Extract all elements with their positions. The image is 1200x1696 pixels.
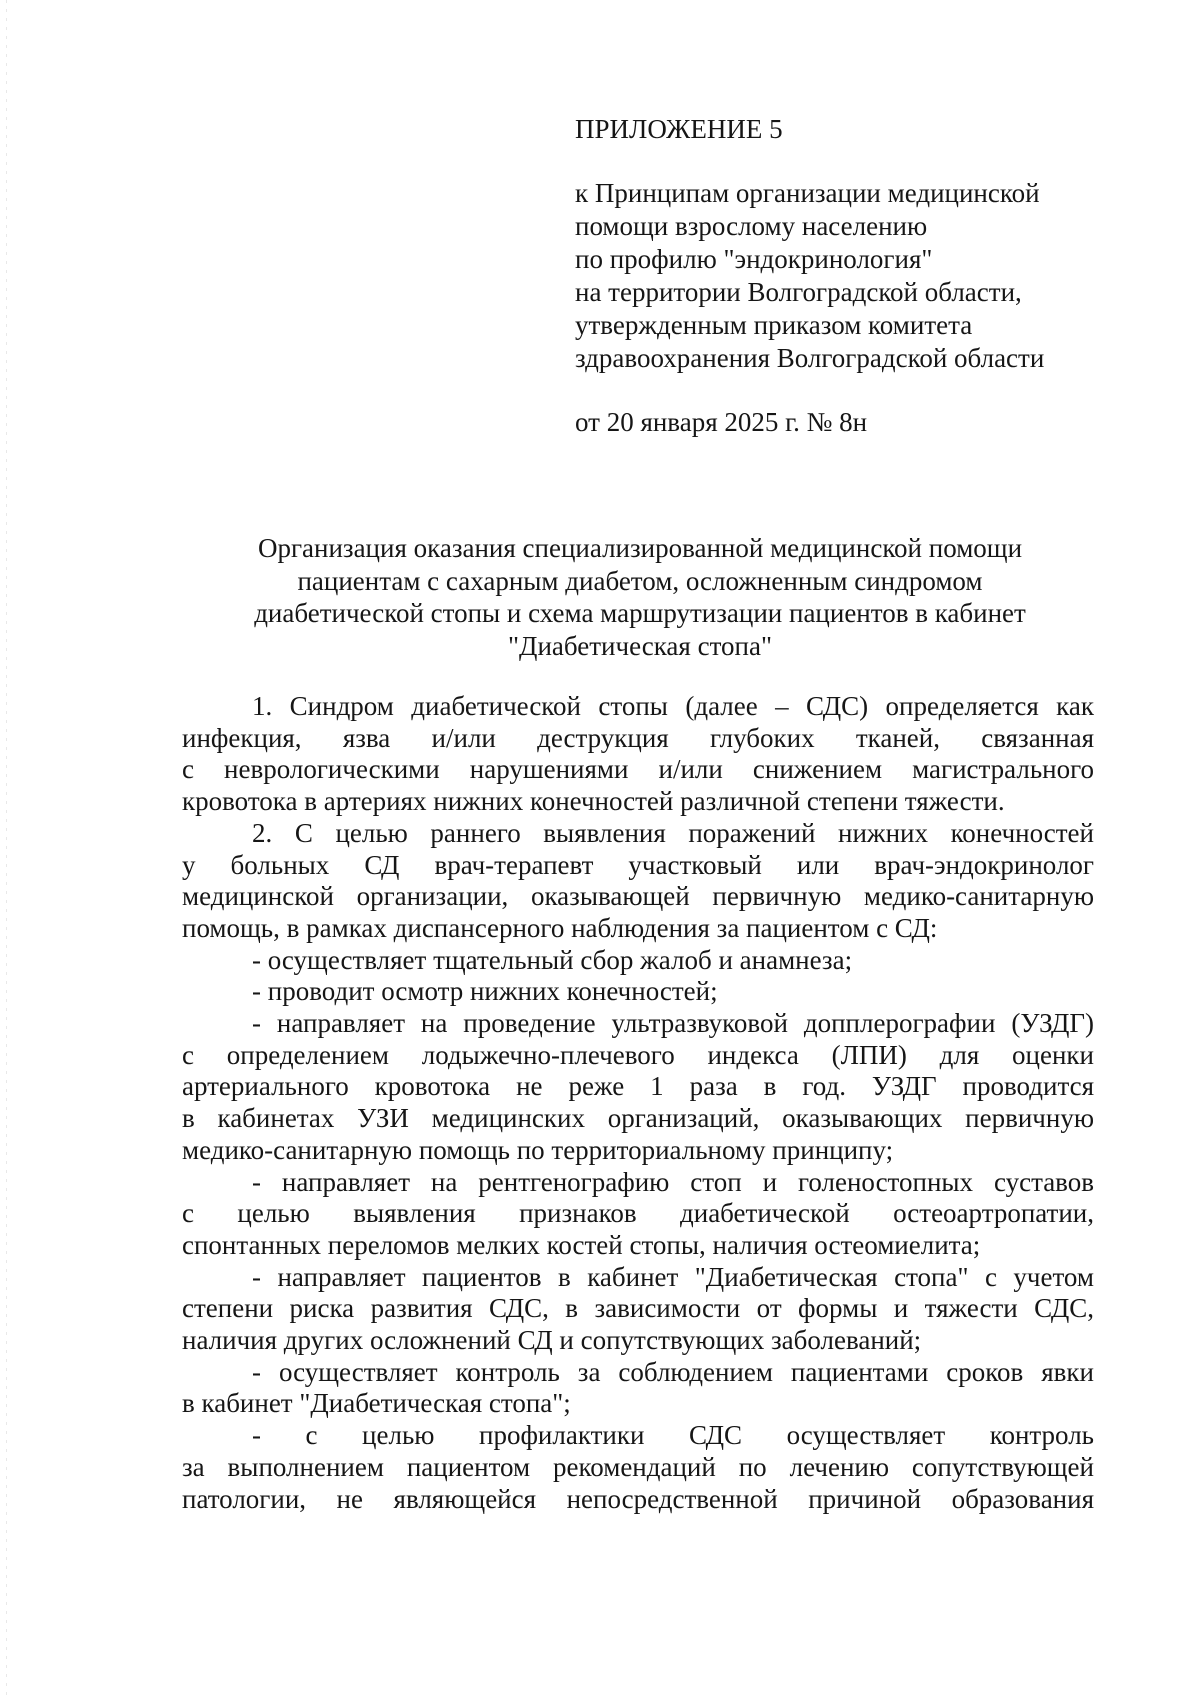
- text-line: за выполнением пациентом рекомендаций по лечению сопутствующей: [182, 1451, 1094, 1482]
- scan-edge-artifact: [6, 0, 7, 1696]
- appendix-line: по профилю "эндокринология": [575, 244, 933, 274]
- list-item-1: [182, 945, 1094, 977]
- appendix-title: ПРИЛОЖЕНИЕ 5: [575, 114, 783, 144]
- text-line: наличия других осложнений СД и сопутствующих заболеваний;: [182, 1325, 922, 1356]
- paragraph-2: [182, 818, 1094, 945]
- appendix-header: [575, 113, 1115, 439]
- text-line: - осуществляет контроль за соблюдением пациентами сроков явки: [252, 1356, 1094, 1387]
- text-line: - с целью профилактики СДС осуществляет контроль: [252, 1420, 1094, 1451]
- appendix-date: от 20 января 2025 г. № 8н: [575, 407, 868, 437]
- text-line: с неврологическими нарушениями и/или снижением магистрального: [182, 754, 1094, 785]
- text-line: в кабинет "Диабетическая стопа";: [182, 1388, 571, 1419]
- document-title: [180, 532, 1100, 662]
- appendix-line: здравоохранения Волгоградской области: [575, 343, 1045, 373]
- paragraph-1: [182, 691, 1094, 818]
- list-item-4: [182, 1167, 1094, 1262]
- text-line: медико-санитарную помощь по территориальному принципу;: [182, 1134, 894, 1165]
- text-line: инфекция, язва и/или деструкция глубоких тканей, связанная: [182, 722, 1094, 753]
- appendix-line: к Принципам организации медицинской: [575, 178, 1040, 208]
- list-item-5: [182, 1262, 1094, 1357]
- appendix-line: утвержденным приказом комитета: [575, 310, 973, 340]
- text-line: - направляет на проведение ультразвуковой допплерографии (УЗДГ): [252, 1008, 1094, 1039]
- appendix-line: помощи взрослому населению: [575, 211, 928, 241]
- appendix-line: на территории Волгоградской области,: [575, 277, 1022, 307]
- text-line: в кабинетах УЗИ медицинских организаций, оказывающих первичную: [182, 1103, 1094, 1134]
- text-line: - осуществляет тщательный сбор жалоб и анамнеза;: [252, 944, 853, 975]
- text-line: помощь, в рамках диспансерного наблюдения за пациентом с СД:: [182, 912, 938, 943]
- list-item-3: [182, 1008, 1094, 1167]
- text-line: кровотока в артериях нижних конечностей различной степени тяжести.: [182, 786, 1005, 817]
- text-line: - проводит осмотр нижних конечностей;: [252, 976, 718, 1007]
- title-line: "Диабетическая стопа": [508, 630, 772, 661]
- text-line: патологии, не являющейся непосредственной причиной образования: [182, 1483, 1094, 1514]
- text-line: степени риска развития СДС, в зависимости от формы и тяжести СДС,: [182, 1293, 1094, 1324]
- list-item-6: [182, 1357, 1094, 1420]
- text-line: - направляет пациентов в кабинет "Диабетическая стопа" с учетом: [252, 1261, 1094, 1292]
- title-line: пациентам с сахарным диабетом, осложненным синдромом: [297, 565, 983, 596]
- text-line: артериального кровотока не реже 1 раза в год. УЗДГ проводится: [182, 1071, 1094, 1102]
- text-line: с целью выявления признаков диабетической остеоартропатии,: [182, 1198, 1094, 1229]
- text-line: с определением лодыжечно-плечевого индекса (ЛПИ) для оценки: [182, 1039, 1094, 1070]
- document-body: [182, 691, 1094, 1515]
- list-item-7: [182, 1420, 1094, 1515]
- text-line: 2. С целью раннего выявления поражений нижних конечностей: [252, 817, 1094, 848]
- text-line: спонтанных переломов мелких костей стопы, наличия остеомиелита;: [182, 1229, 981, 1260]
- title-line: диабетической стопы и схема маршрутизации пациентов в кабинет: [254, 598, 1026, 628]
- text-line: 1. Синдром диабетической стопы (далее – СДС) определяется как: [252, 691, 1094, 721]
- text-line: у больных СД врач-терапевт участковый или врач-эндокринолог: [182, 849, 1094, 880]
- title-line: Организация оказания специализированной медицинской помощи: [257, 533, 1023, 563]
- text-line: - направляет на рентгенографию стоп и голеностопных суставов: [252, 1166, 1094, 1197]
- list-item-2: [182, 976, 1094, 1008]
- text-line: медицинской организации, оказывающей первичную медико-санитарную: [182, 881, 1094, 912]
